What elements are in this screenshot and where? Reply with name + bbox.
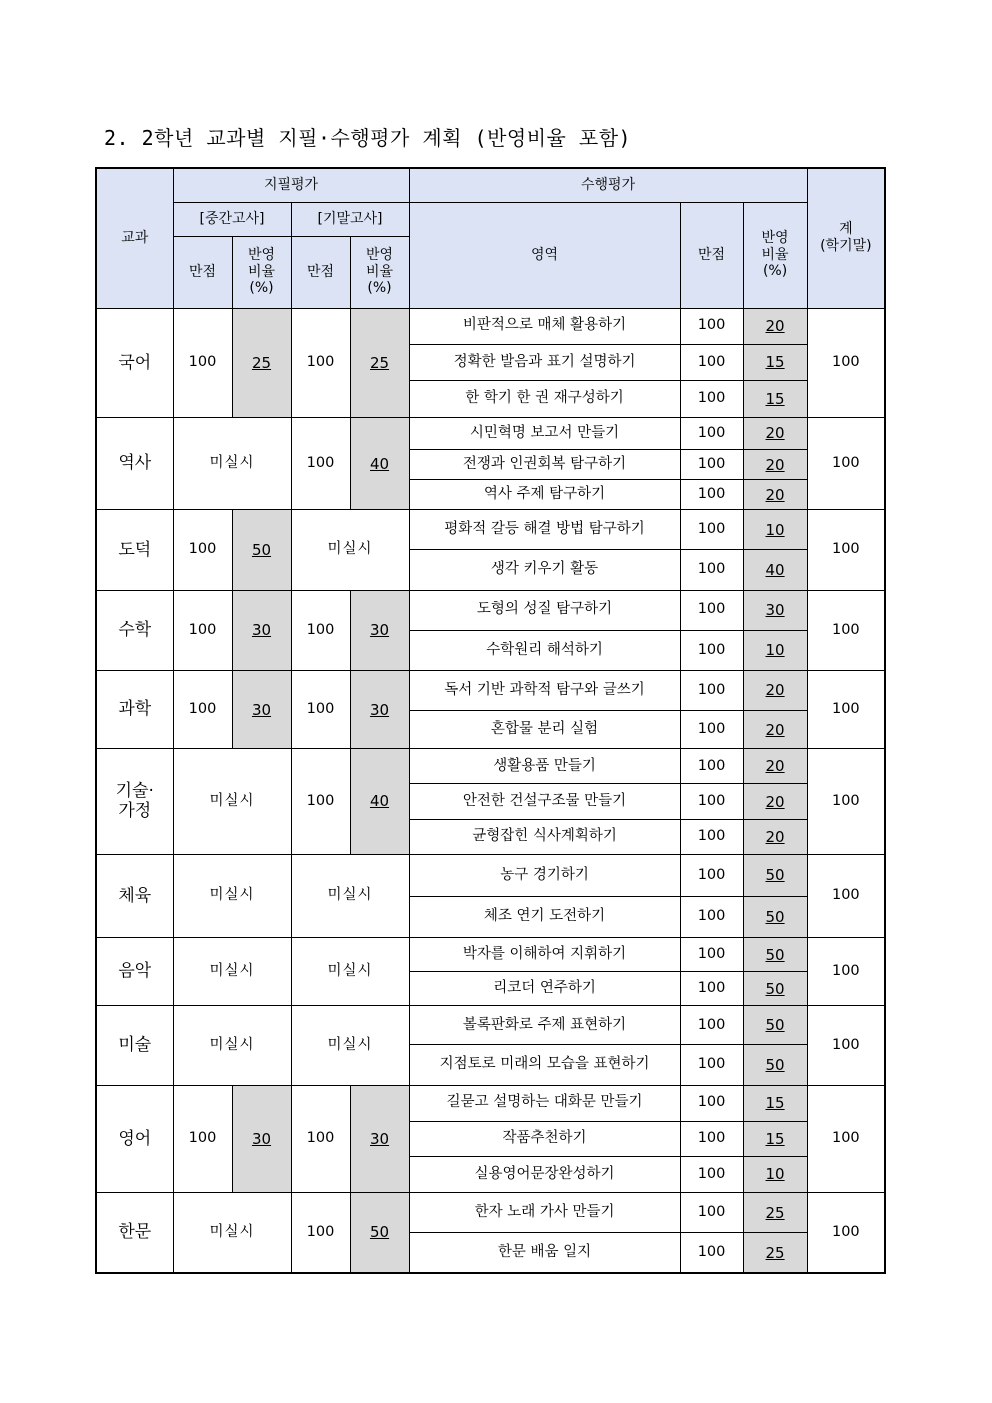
perf-score: 100 [680,784,743,820]
page-title: 2. 2학년 교과별 지필·수행평가 계획 (반영비율 포함) [104,126,632,150]
subject-name-line: 한문 [118,1222,152,1243]
perf-area: 박자를 이해하여 지휘하기 [409,937,680,971]
final-not-conducted: 미실시 [291,854,409,937]
perf-ratio: 40 [743,550,807,590]
perf-area: 길묻고 설명하는 대화문 만들기 [409,1085,680,1121]
perf-score: 100 [680,510,743,550]
semester-total: 100 [807,308,885,417]
perf-ratio: 20 [743,784,807,820]
perf-ratio: 20 [743,749,807,784]
perf-area: 생각 키우기 활동 [409,550,680,590]
perf-score: 100 [680,1045,743,1085]
perf-score: 100 [680,450,743,480]
perf-ratio: 10 [743,510,807,550]
header-fin-score: 만점 [291,236,350,308]
header-total-line: (학기말) [820,238,872,255]
perf-area: 체조 연기 도전하기 [409,896,680,937]
perf-ratio: 20 [743,711,807,749]
subject-name-line: 미술 [118,1035,152,1056]
perf-score: 100 [680,1085,743,1121]
semester-total: 100 [807,510,885,590]
perf-area: 지점토로 미래의 모습을 표현하기 [409,1045,680,1085]
perf-score: 100 [680,1006,743,1045]
midterm-ratio: 25 [232,308,291,417]
header-ratio-line: 반영 [365,246,394,263]
perf-score: 100 [680,896,743,937]
perf-score: 100 [680,344,743,380]
subject-name-line: 가정 [118,801,152,822]
perf-ratio: 30 [743,590,807,630]
perf-score: 100 [680,1121,743,1156]
header-total-line: 계 [839,221,853,238]
perf-ratio: 10 [743,1156,807,1192]
midterm-ratio: 50 [232,510,291,590]
header-ratio-line: 비율 [247,263,276,280]
subject-name-line: 역사 [118,453,152,474]
header-total [807,168,885,308]
perf-score: 100 [680,1192,743,1232]
subject-name-line: 체육 [118,885,152,906]
table-row [96,749,885,784]
perf-ratio: 20 [743,308,807,344]
final-score: 100 [291,417,350,509]
midterm-ratio: 30 [232,670,291,748]
midterm-not-conducted: 미실시 [173,1192,291,1273]
perf-area: 혼합물 분리 실험 [409,711,680,749]
midterm-not-conducted: 미실시 [173,1006,291,1085]
header-written: 지필평가 [173,168,409,202]
perf-score: 100 [680,854,743,896]
perf-ratio: 10 [743,630,807,670]
subject-name [96,1192,173,1273]
perf-ratio: 15 [743,1085,807,1121]
midterm-not-conducted: 미실시 [173,937,291,1005]
header-final: [기말고사] [291,202,409,236]
perf-ratio: 15 [743,344,807,380]
table-row [96,1006,885,1045]
header-ratio-line: 반영 [761,229,789,246]
subject-name [96,510,173,590]
midterm-not-conducted: 미실시 [173,417,291,509]
header-midterm: [중간고사] [173,202,291,236]
subject-name [96,1006,173,1085]
perf-area: 전쟁과 인권회복 탐구하기 [409,450,680,480]
perf-ratio: 20 [743,820,807,854]
table-row [96,510,885,550]
header-ratio-line: (%) [367,280,392,297]
subject-name-line: 도덕 [118,539,152,560]
final-ratio: 50 [350,1192,409,1273]
subject-name [96,937,173,1005]
perf-ratio: 50 [743,1045,807,1085]
perf-score: 100 [680,937,743,971]
header-mid-score: 만점 [173,236,232,308]
perf-ratio: 25 [743,1233,807,1273]
semester-total: 100 [807,1006,885,1085]
perf-score: 100 [680,380,743,417]
perf-ratio: 20 [743,670,807,710]
perf-area: 한자 노래 가사 만들기 [409,1192,680,1232]
perf-ratio: 25 [743,1192,807,1232]
perf-ratio: 50 [743,972,807,1006]
perf-area: 생활용품 만들기 [409,749,680,784]
perf-ratio: 50 [743,896,807,937]
perf-ratio: 20 [743,450,807,480]
perf-score: 100 [680,590,743,630]
final-score: 100 [291,590,350,670]
midterm-score: 100 [173,1085,232,1192]
header-ratio-line: 반영 [247,246,276,263]
perf-score: 100 [680,820,743,854]
perf-area: 볼록판화로 주제 표현하기 [409,1006,680,1045]
table-row [96,854,885,896]
perf-area: 실용영어문장완성하기 [409,1156,680,1192]
final-ratio: 40 [350,749,409,854]
perf-area: 독서 기반 과학적 탐구와 글쓰기 [409,670,680,710]
perf-ratio: 50 [743,937,807,971]
perf-score: 100 [680,480,743,510]
header-mid-ratio [232,236,291,308]
subject-name [96,670,173,748]
table-row [96,417,885,449]
subject-name-line: 과학 [118,699,152,720]
midterm-ratio: 30 [232,590,291,670]
header-ratio-line: 비율 [761,246,789,263]
semester-total: 100 [807,417,885,509]
subject-name [96,590,173,670]
header-ratio-line: (%) [762,263,788,280]
perf-score: 100 [680,1156,743,1192]
perf-score: 100 [680,308,743,344]
header-subject: 교과 [96,168,173,308]
perf-area: 시민혁명 보고서 만들기 [409,417,680,449]
table-row [96,590,885,630]
table-row [96,1085,885,1121]
table-row [96,937,885,971]
perf-score: 100 [680,972,743,1006]
final-ratio: 25 [350,308,409,417]
midterm-score: 100 [173,670,232,748]
semester-total: 100 [807,937,885,1005]
header-area: 영역 [409,202,680,308]
semester-total: 100 [807,749,885,854]
final-score: 100 [291,670,350,748]
header-ratio-line: 비율 [365,263,394,280]
perf-area: 한문 배움 일지 [409,1233,680,1273]
table-row [96,1192,885,1232]
final-ratio: 30 [350,1085,409,1192]
perf-ratio: 50 [743,854,807,896]
subject-rows [96,308,885,1273]
semester-total: 100 [807,1192,885,1273]
final-not-conducted: 미실시 [291,510,409,590]
final-ratio: 40 [350,417,409,509]
perf-area: 평화적 갈등 해결 방법 탐구하기 [409,510,680,550]
perf-ratio: 15 [743,380,807,417]
semester-total: 100 [807,854,885,937]
perf-ratio: 20 [743,480,807,510]
perf-score: 100 [680,749,743,784]
header-row-1 [96,168,885,202]
perf-score: 100 [680,1233,743,1273]
perf-ratio: 50 [743,1006,807,1045]
subject-name-line: 수학 [118,620,152,641]
final-score: 100 [291,1085,350,1192]
subject-name-line: 기술· [115,781,154,802]
subject-name [96,308,173,417]
semester-total: 100 [807,670,885,748]
header-fin-ratio [350,236,409,308]
perf-area: 균형잡힌 식사계획하기 [409,820,680,854]
perf-area: 비판적으로 매체 활용하기 [409,308,680,344]
perf-area: 리코더 연주하기 [409,972,680,1006]
table-row [96,670,885,710]
perf-area: 작품추천하기 [409,1121,680,1156]
final-score: 100 [291,749,350,854]
perf-area: 한 학기 한 권 재구성하기 [409,380,680,417]
header-performance: 수행평가 [409,168,807,202]
final-not-conducted: 미실시 [291,937,409,1005]
subject-name-line: 음악 [118,961,152,982]
perf-area: 안전한 건설구조물 만들기 [409,784,680,820]
perf-area: 농구 경기하기 [409,854,680,896]
semester-total: 100 [807,590,885,670]
perf-score: 100 [680,630,743,670]
subject-name [96,417,173,509]
perf-area: 정확한 발음과 표기 설명하기 [409,344,680,380]
table-row [96,308,885,344]
midterm-score: 100 [173,308,232,417]
header-perf-ratio [743,202,807,308]
perf-score: 100 [680,550,743,590]
subject-name-line: 영어 [118,1128,152,1149]
perf-area: 역사 주제 탐구하기 [409,480,680,510]
header-row-2 [96,202,885,236]
perf-score: 100 [680,670,743,710]
midterm-not-conducted: 미실시 [173,854,291,937]
perf-ratio: 15 [743,1121,807,1156]
midterm-score: 100 [173,590,232,670]
perf-score: 100 [680,711,743,749]
assessment-plan-table [95,167,886,1274]
perf-area: 수학원리 해석하기 [409,630,680,670]
semester-total: 100 [807,1085,885,1192]
perf-ratio: 20 [743,417,807,449]
subject-name [96,854,173,937]
perf-area: 도형의 성질 탐구하기 [409,590,680,630]
perf-score: 100 [680,417,743,449]
final-not-conducted: 미실시 [291,1006,409,1085]
header-perf-score: 만점 [680,202,743,308]
header-ratio-line: (%) [249,280,274,297]
midterm-score: 100 [173,510,232,590]
final-score: 100 [291,1192,350,1273]
final-ratio: 30 [350,670,409,748]
subject-name [96,1085,173,1192]
final-score: 100 [291,308,350,417]
midterm-ratio: 30 [232,1085,291,1192]
midterm-not-conducted: 미실시 [173,749,291,854]
subject-name-line: 국어 [118,352,152,373]
final-ratio: 30 [350,590,409,670]
subject-name [96,749,173,854]
